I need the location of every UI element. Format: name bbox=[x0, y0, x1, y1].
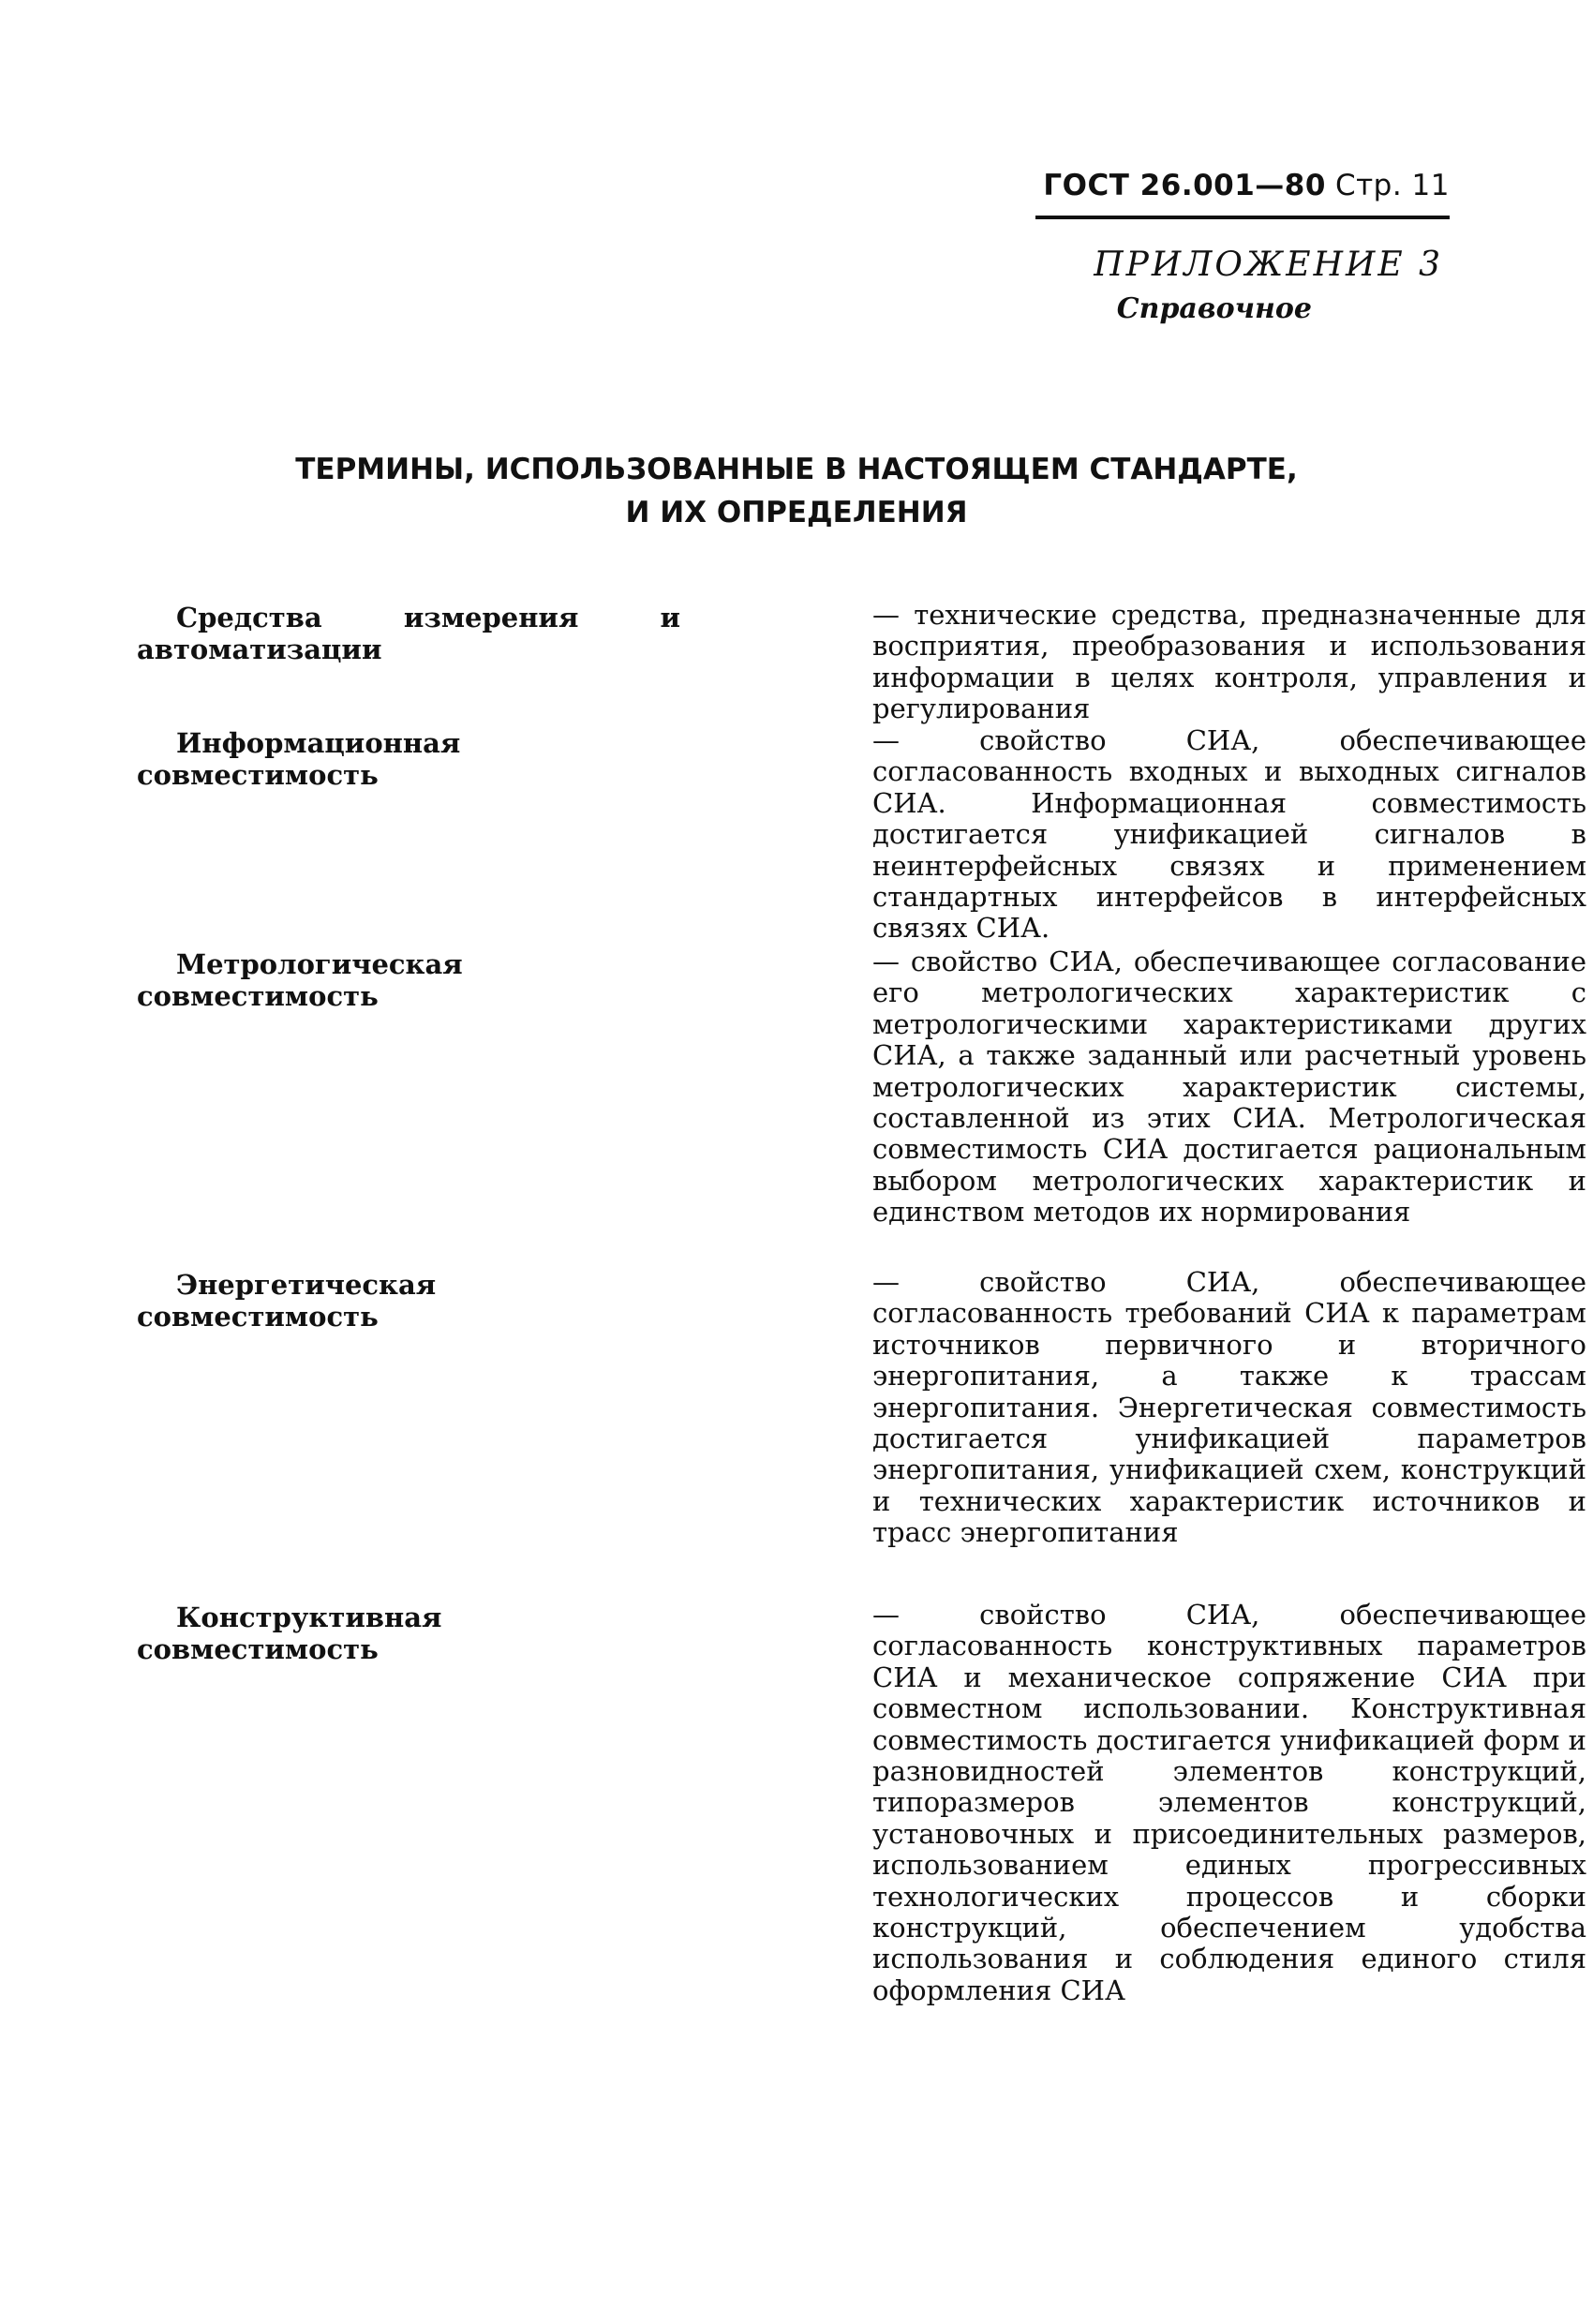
term-entry bbox=[137, 946, 1586, 1267]
term-name: Конструктивная совместимость bbox=[137, 1601, 442, 1665]
term-name: Информационная совместимость bbox=[137, 727, 461, 791]
term-entry bbox=[137, 1266, 1586, 1600]
header-divider bbox=[1035, 216, 1450, 219]
term-name: Средства измерения и автоматизации bbox=[137, 602, 680, 665]
appendix-label: ПРИЛОЖЕНИЕ 3 bbox=[1094, 246, 1443, 284]
term-entry bbox=[137, 599, 1586, 725]
term-definition: — свойство СИА, обеспечивающее согласование его метрологических характеристик с метрологическими характеристиками других СИА, а также заданный или расчетный уровень метрологических характеристик системы, составленной из этих СИА. Метрологическая совместимость СИА достигается рациональным выбором метрологических характеристик и единством методов их нормирования bbox=[872, 946, 1586, 1229]
page-title bbox=[187, 448, 1406, 534]
term-definition: — свойство СИА, обеспечивающее согласованность требований СИА к параметрам источников первичного и вторичного энергопитания, а также к трассам энергопитания. Энергетическая совместимость достигается унификацией параметров энергопитания, унификацией схем, конструкций и технических характеристик источников и трасс энергопитания bbox=[872, 1266, 1586, 1549]
term-definition: — технические средства, предназначенные для восприятия, преобразования и использования информации в целях контроля, управления и регулирования bbox=[872, 599, 1586, 725]
appendix-kind: Справочное bbox=[1116, 292, 1312, 325]
page-header bbox=[1035, 167, 1450, 204]
term-definition: — свойство СИА, обеспечивающее согласованность конструктивных параметров СИА и механическое сопряжение СИА при совместном использовании. Конструктивная совместимость достигается унификацией форм и разновидностей элементов конструкций, типоразмеров элементов конструкций, установочных и присоединительных размеров, использованием единых прогрессивных технологических процессов и сборки конструкций, обеспечением удобства использования и соблюдения единого стиля оформления СИА bbox=[872, 1599, 1586, 2006]
term-entry bbox=[137, 1599, 1586, 2006]
term-name: Энергетическая совместимость bbox=[137, 1269, 437, 1333]
term-definition: — свойство СИА, обеспечивающее согласованность входных и выходных сигналов СИА. Информационная совместимость достигается унификацией сигналов в неинтерфейсных связях и применением стандартных интерфейсов в интерфейсных связях СИА. bbox=[872, 724, 1586, 945]
terms-list bbox=[137, 599, 1586, 2006]
standard-number: ГОСТ 26.001—80 bbox=[1043, 169, 1326, 202]
term-name: Метрологическая совместимость bbox=[137, 948, 463, 1012]
term-entry bbox=[137, 724, 1586, 946]
title-line-1: ТЕРМИНЫ, ИСПОЛЬЗОВАННЫЕ В НАСТОЯЩЕМ СТАНДАРТЕ, bbox=[295, 453, 1298, 486]
title-line-2: И ИХ ОПРЕДЕЛЕНИЯ bbox=[625, 496, 968, 529]
page-number: Стр. 11 bbox=[1334, 169, 1450, 202]
